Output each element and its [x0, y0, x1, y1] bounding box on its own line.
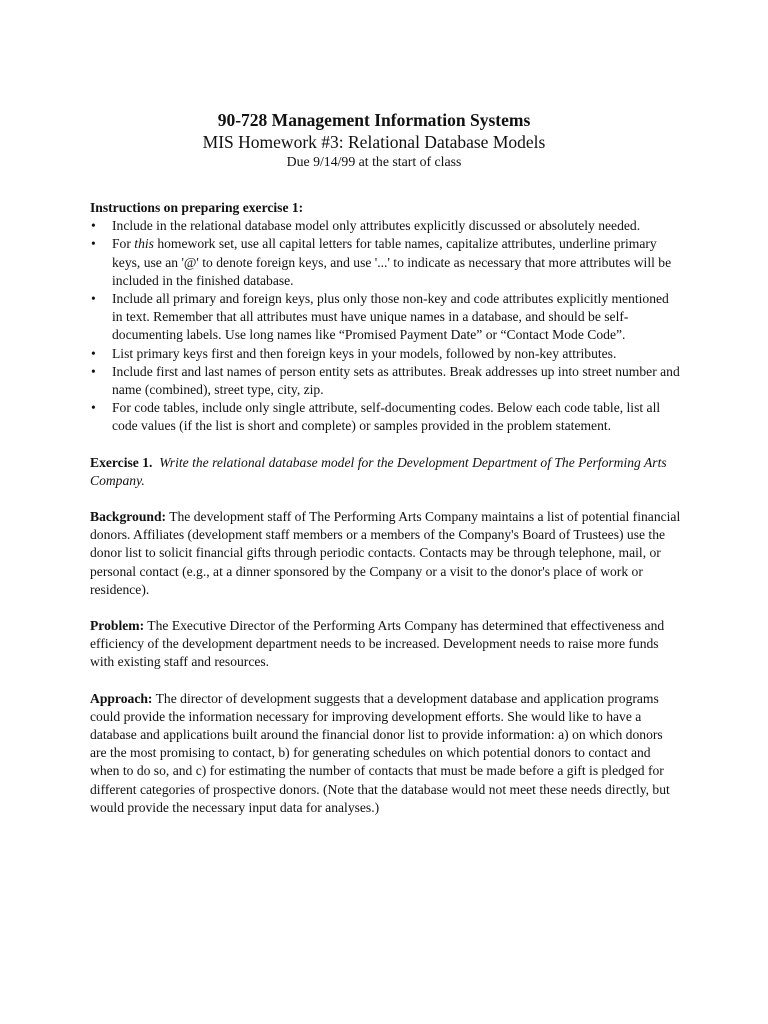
- bullet-icon: •: [91, 236, 96, 252]
- list-item-text: For code tables, include only single attribute, self-documenting codes. Below each code table, list all code values (if the list is short and complete) or samples provided in the problem statement.: [112, 400, 661, 434]
- list-item: [90, 399, 682, 435]
- approach-text: The director of development suggests that a development database and application programs could provide the information necessary for improving development efforts. She would like to have a database and applications built around the financial donor list to provide information: a) on which donors are the most promising to contact, b) for generating schedules on which potential donors to contact and when to do so, and c) for estimating the number of contacts that must be made before a gift is pledged for different categories of prospective donors. (Note that the database would not meet these needs directly, but would provide the necessary input data for analyses.): [90, 690, 670, 815]
- bullet-icon: •: [91, 363, 96, 379]
- list-item: [90, 345, 682, 363]
- bullet-icon: •: [91, 345, 96, 361]
- instructions-heading: Instructions on preparing exercise 1:: [90, 200, 304, 215]
- document-header: [78, 110, 670, 171]
- instructions-list: [90, 217, 682, 435]
- background-label: Background:: [90, 509, 167, 525]
- list-item: [90, 235, 682, 290]
- list-item: [90, 290, 682, 345]
- document-page: [90, 110, 682, 817]
- list-item-text: Include all primary and foreign keys, plus only those non-key and code attributes explicitly mentioned in text. Remember that all attributes must have unique names in a database, and should be self-documenting labels. Use long names like “Promised Payment Date” or “Contact Mode Code”.: [112, 291, 669, 343]
- exercise-label: Exercise 1.: [90, 454, 153, 470]
- problem-label: Problem:: [90, 618, 145, 634]
- due-date: Due 9/14/99 at the start of class: [286, 154, 462, 169]
- list-item: [90, 217, 682, 235]
- list-item-text-italic: this: [134, 236, 154, 252]
- list-item-text-pre: For: [112, 236, 135, 252]
- course-title: 90-728 Management Information Systems: [217, 110, 531, 130]
- bullet-icon: •: [91, 291, 96, 307]
- problem-paragraph: [90, 617, 682, 672]
- bullet-icon: •: [91, 400, 96, 416]
- bullet-icon: •: [91, 218, 96, 234]
- exercise-text: Write the relational database model for the Development Department of The Performing Arts Company.: [90, 454, 667, 488]
- homework-title: MIS Homework #3: Relational Database Models: [202, 132, 546, 152]
- approach-paragraph: [90, 690, 682, 817]
- list-item-text: Include in the relational database model only attributes explicitly discussed or absolutely needed.: [112, 218, 641, 234]
- exercise-paragraph: [90, 454, 682, 490]
- approach-label: Approach:: [90, 690, 153, 706]
- list-item-text: Include first and last names of person entity sets as attributes. Break addresses up into street number and name (combined), street type, city, zip.: [112, 363, 680, 398]
- problem-text: The Executive Director of the Performing Arts Company has determined that effectiveness and efficiency of the development department needs to be increased. Development needs to raise more funds with existing staff and resources.: [90, 618, 665, 670]
- list-item-text-post: homework set, use all capital letters for table names, capitalize attributes, underline primary keys, use an '@' to denote foreign keys, and use '...' to indicate as necessary that more attributes will be included in the finished database.: [112, 236, 672, 288]
- list-item-text: List primary keys first and then foreign keys in your models, followed by non-key attributes.: [112, 345, 617, 361]
- list-item: [90, 363, 682, 399]
- background-paragraph: [90, 508, 682, 599]
- background-text: The development staff of The Performing Arts Company maintains a list of potential financial donors. Affiliates (development staff members or a members of the Company's Board of Trustees) use the donor list to solicit financial gifts through periodic contacts. Contacts may be through telephone, mail, or personal contact (e.g., at a dinner sponsored by the Company or a visit to the donor's place of work or residence).: [90, 509, 681, 597]
